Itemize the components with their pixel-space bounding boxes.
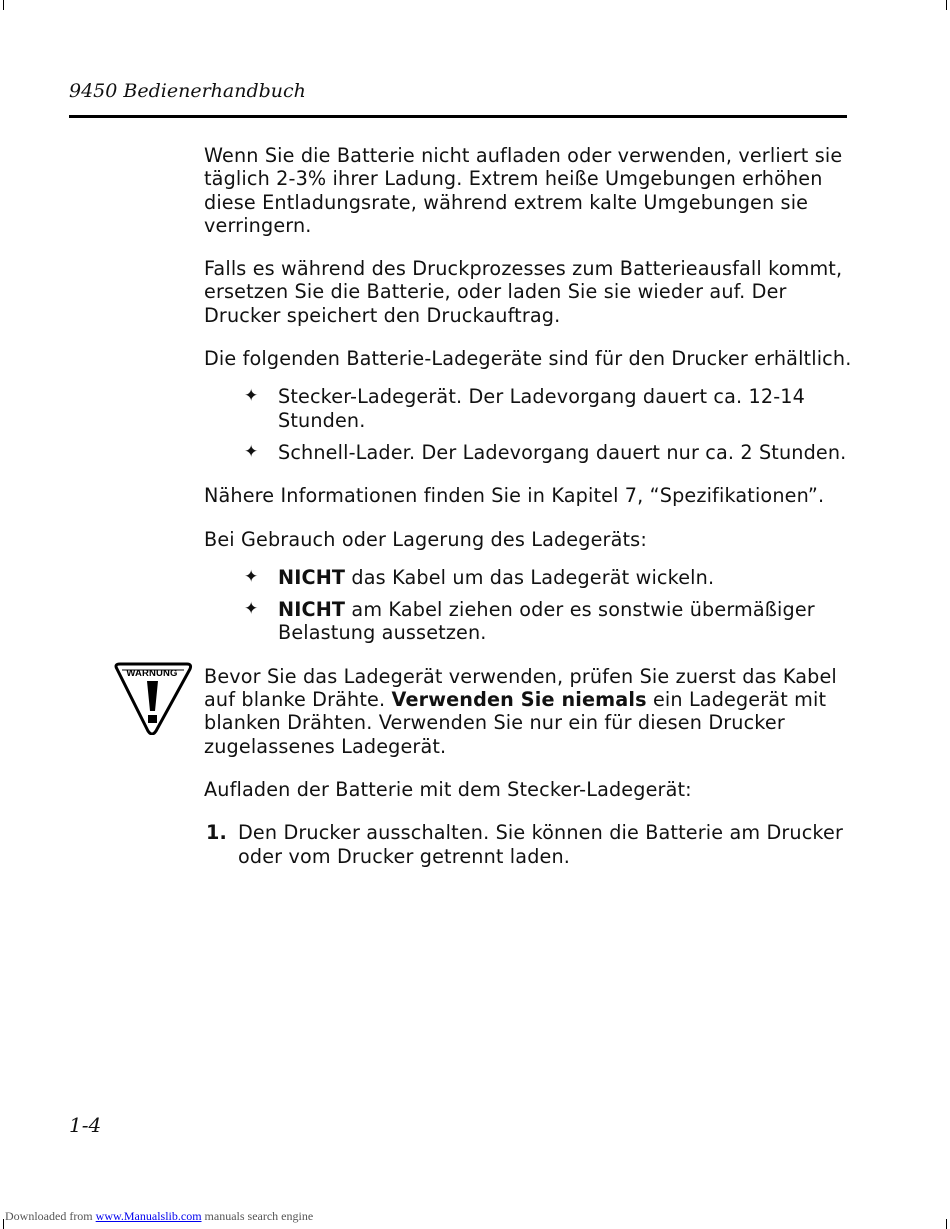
paragraph-battery-failure: Falls es während des Druckprozesses zum Batterieausfall kommt, ersetzen Sie die Batterie, oder laden Sie sie wieder auf. Der Drucker speichert den Druckauftrag.	[204, 257, 843, 327]
crop-mark-top-left	[3, 0, 4, 10]
paragraph-charging-intro: Aufladen der Batterie mit dem Stecker-Ladegerät:	[204, 777, 692, 801]
handling-list	[204, 566, 854, 645]
list-item-text: Stecker-Ladegerät. Der Ladevorgang dauert ca. 12-14 Stunden.	[278, 385, 806, 432]
page-header-title: 9450 Bedienerhandbuch	[69, 80, 306, 102]
bullet-star-icon: ✦	[244, 441, 259, 462]
list-item-text: am Kabel ziehen oder es sonstwie übermäßiger Belastung aussetzen.	[278, 598, 815, 645]
list-item-emphasis: NICHT	[278, 565, 346, 589]
list-item-emphasis: NICHT	[278, 598, 346, 622]
list-item	[204, 385, 854, 432]
crop-mark-bottom-right	[946, 1219, 947, 1229]
list-item-text: das Kabel um das Ladegerät wickeln.	[345, 565, 715, 589]
list-item	[204, 566, 854, 589]
crop-mark-bottom-left	[3, 1219, 4, 1229]
footer-attribution: Downloaded from www.Manualslib.com manuals search engine	[5, 1209, 314, 1223]
bullet-star-icon: ✦	[244, 599, 259, 620]
page-content	[126, 144, 854, 868]
page-number: 1-4	[69, 1113, 102, 1137]
step-item	[204, 821, 854, 868]
list-item	[204, 441, 854, 464]
header-rule	[69, 115, 847, 118]
step-number: 1.	[206, 821, 227, 845]
paragraph-more-info: Nähere Informationen finden Sie in Kapitel 7, “Spezifikationen”.	[204, 484, 825, 508]
warning-block	[126, 664, 854, 758]
paragraph-battery-discharge: Wenn Sie die Batterie nicht aufladen oder verwenden, verliert sie täglich 2-3% ihrer Ladung. Extrem heiße Umgebungen erhöhen diese Entladungsrate, während extrem kalte Umgebungen sie verringern.	[204, 144, 843, 237]
crop-mark-top-right	[946, 0, 947, 10]
warning-text: Bevor Sie das Ladegerät verwenden, prüfen Sie zuerst das Kabel auf blanke Drähte. Verwenden Sie niemals ein Ladegerät mit blanken Drähten. Verwenden Sie nur ein für diesen Drucker zugelassenes Ladegerät.	[204, 664, 837, 758]
bullet-star-icon: ✦	[244, 566, 259, 587]
charger-list	[204, 385, 854, 464]
warning-label: WARNUNG	[126, 667, 178, 679]
list-item-text: Schnell-Lader. Der Ladevorgang dauert nur ca. 2 Stunden.	[278, 440, 847, 464]
warning-emphasis: Verwenden Sie niemals	[391, 688, 647, 712]
steps-list	[204, 821, 854, 868]
paragraph-chargers-intro: Die folgenden Batterie-Ladegeräte sind für den Drucker erhältlich.	[204, 347, 852, 371]
paragraph-usage-intro: Bei Gebrauch oder Lagerung des Ladegeräts:	[204, 527, 647, 551]
list-item	[204, 598, 854, 645]
bullet-star-icon: ✦	[244, 386, 259, 407]
step-text: Den Drucker ausschalten. Sie können die Batterie am Drucker oder vom Drucker getrennt laden.	[238, 821, 844, 868]
manualslib-link[interactable]: www.Manualslib.com	[95, 1209, 202, 1223]
warning-triangle-icon	[111, 661, 193, 735]
